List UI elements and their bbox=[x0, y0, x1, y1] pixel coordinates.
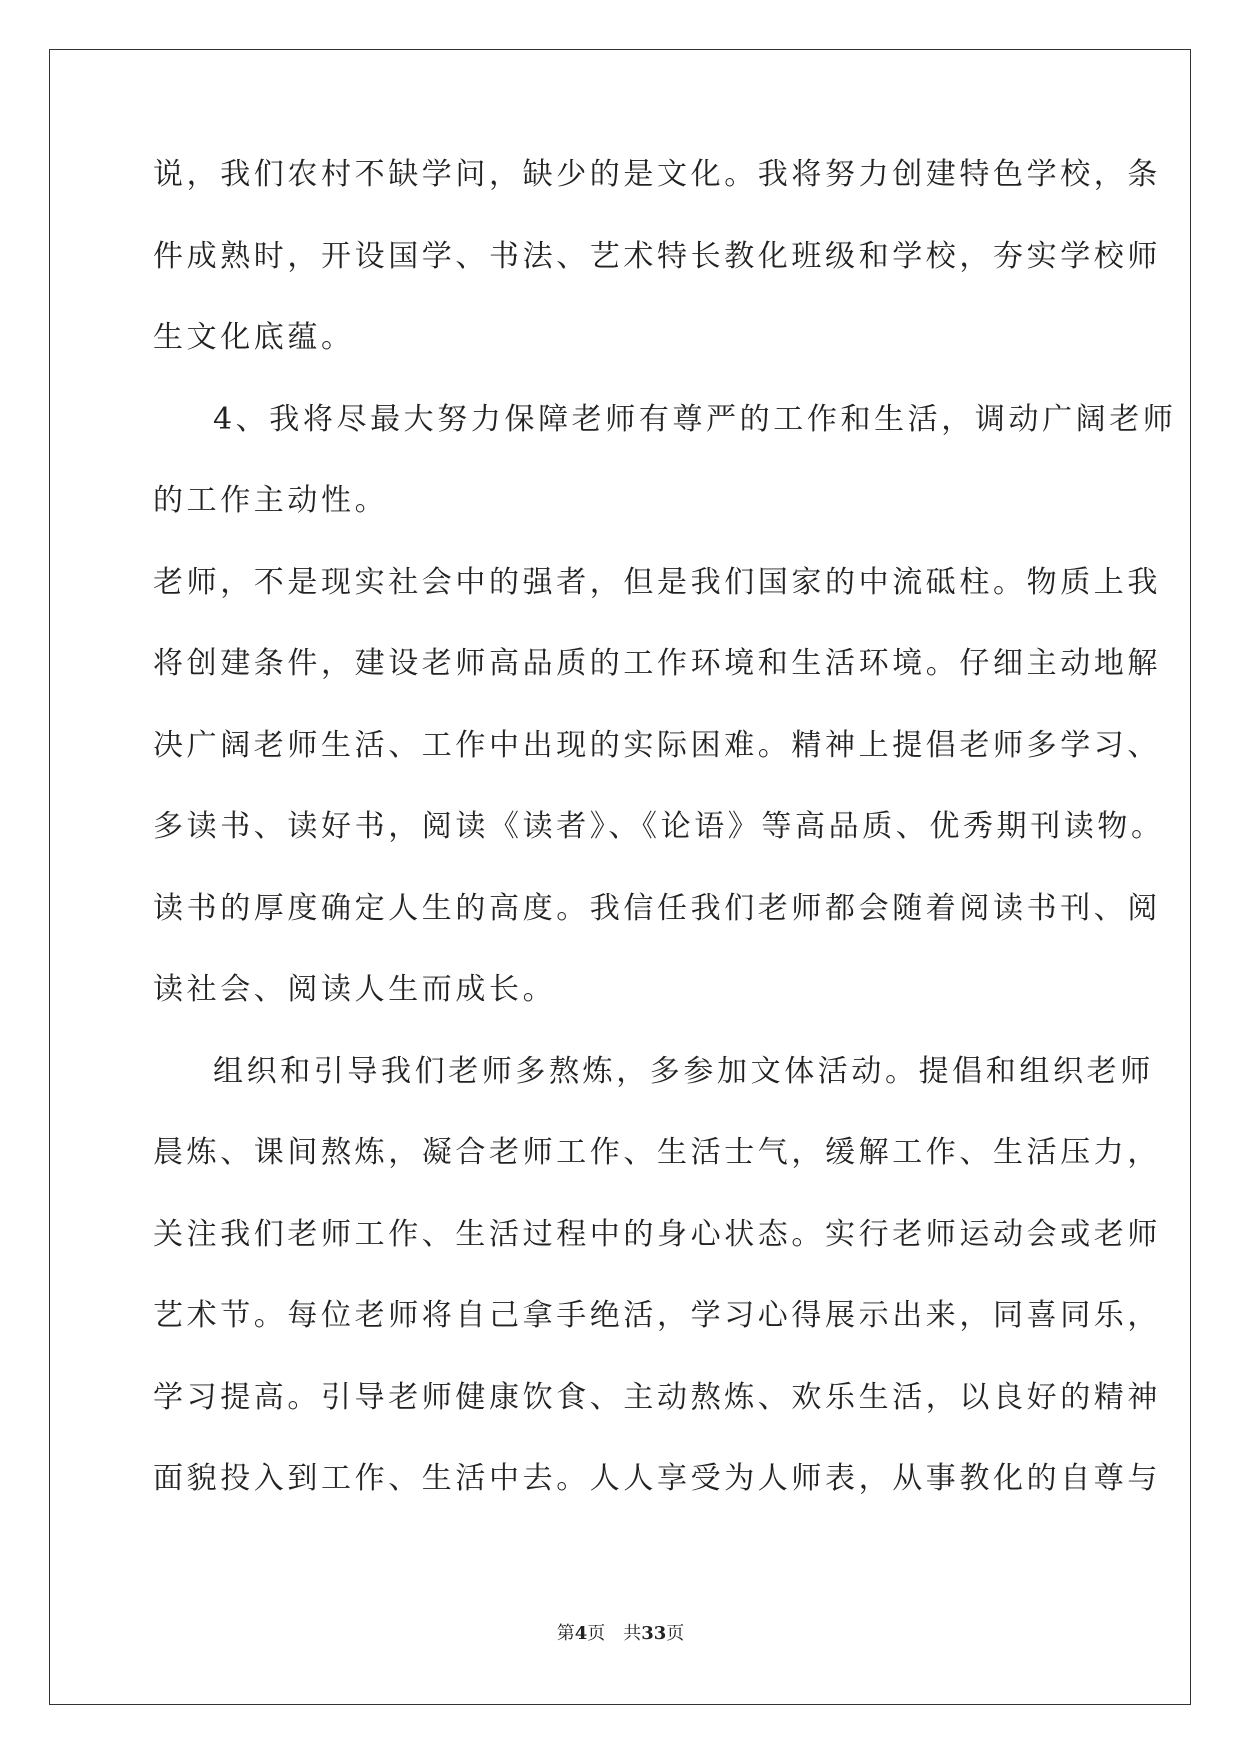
text-line: 说，我们农村不缺学问，缺少的是文化。我将努力创建特色学校，条 bbox=[153, 157, 1161, 192]
text-line: 关注我们老师工作、生活过程中的身心状态。实行老师运动会或老师 bbox=[153, 1216, 1161, 1252]
text-line: 晨炼、课间熬炼，凝合老师工作、生活士气，缓解工作、生活压力， bbox=[153, 1135, 1161, 1170]
document-body bbox=[153, 157, 1177, 1546]
page-footer bbox=[0, 1619, 1241, 1645]
text-line: 艺术节。每位老师将自己拿手绝活，学习心得展示出来，同喜同乐， bbox=[153, 1298, 1161, 1333]
text-line: 件成熟时，开设国学、书法、艺术特长教化班级和学校，夯实学校师 bbox=[153, 238, 1161, 274]
text-line: 4、我将尽最大努力保障老师有尊严的工作和生活，调动广阔老师 bbox=[213, 401, 1177, 437]
footer-prefix: 第 bbox=[556, 1623, 575, 1644]
text-line: 组织和引导我们老师多熬炼，多参加文体活动。提倡和组织老师 bbox=[213, 1053, 1154, 1089]
text-line: 多读书、读好书，阅读《读者》、《论语》等高品质、优秀期刊读物。 bbox=[153, 809, 1165, 844]
footer-suffix: 页 bbox=[666, 1623, 685, 1644]
text-line: 老师，不是现实社会中的强者，但是我们国家的中流砥柱。物质上我 bbox=[153, 564, 1161, 600]
text-line: 读社会、阅读人生而成长。 bbox=[153, 972, 557, 1007]
current-page-number: 4 bbox=[574, 1623, 588, 1644]
text-line: 面貌投入到工作、生活中去。人人享受为人师表，从事教化的自尊与 bbox=[153, 1461, 1161, 1496]
text-line: 读书的厚度确定人生的高度。我信任我们老师都会随着阅读书刊、阅 bbox=[153, 890, 1161, 926]
text-line: 生文化底蕴。 bbox=[153, 320, 355, 355]
total-page-count: 33 bbox=[641, 1623, 667, 1644]
text-line: 决广阔老师生活、工作中出现的实际困难。精神上提倡老师多学习、 bbox=[153, 727, 1161, 763]
text-line: 将创建条件，建设老师高品质的工作环境和生活环境。仔细主动地解 bbox=[153, 646, 1161, 681]
text-line: 的工作主动性。 bbox=[153, 483, 389, 518]
text-line: 学习提高。引导老师健康饮食、主动熬炼、欢乐生活，以良好的精神 bbox=[153, 1379, 1161, 1415]
footer-mid: 页 共 bbox=[587, 1623, 642, 1644]
